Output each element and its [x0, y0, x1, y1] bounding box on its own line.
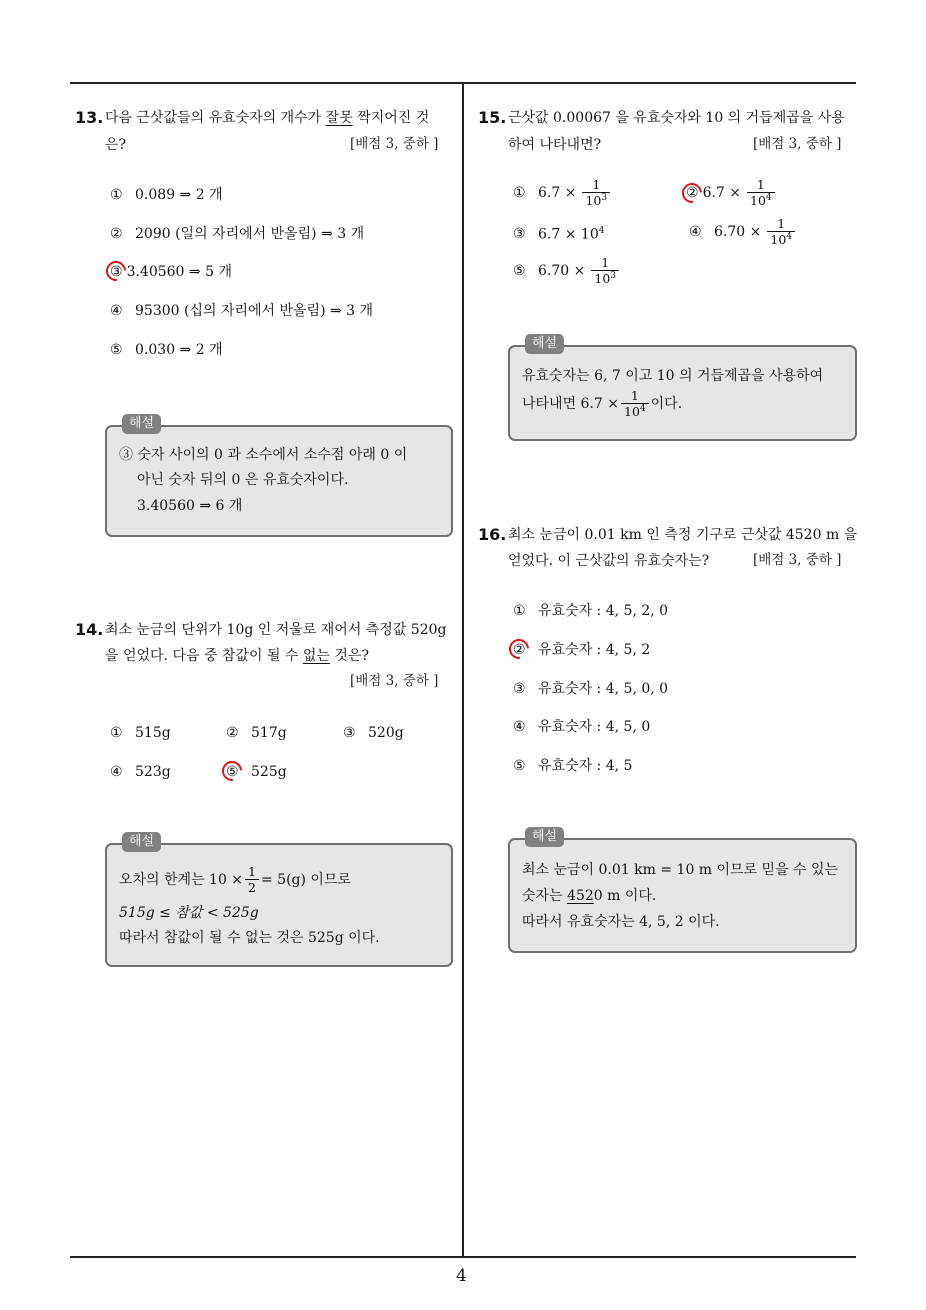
explanation-line: 나타내면 6.7 × $\frac{1}{10^4}$ 이다.	[522, 388, 683, 420]
explanation-tag: 해설	[122, 414, 161, 434]
answer-mark-circle	[102, 257, 130, 285]
fraction: $\frac{1}{10^3}$	[591, 256, 619, 285]
question-number: 15.	[478, 108, 507, 127]
score-label: [배점 3, 중하 ]	[753, 552, 842, 568]
choice-1[interactable]: ① 0.089 ⇒ 2 개	[110, 187, 223, 203]
choice-4[interactable]: ④ 95300 (십의 자리에서 반올림) ⇒ 3 개	[110, 303, 374, 319]
explanation-box	[105, 834, 453, 967]
choice-5[interactable]: ⑤ 525g	[226, 764, 287, 780]
choice-3[interactable]: ③ 520g	[343, 725, 404, 741]
fraction: $\frac{1}{2}$	[245, 865, 259, 894]
fraction: $\frac{1}{10^4}$	[767, 217, 795, 246]
choice-4[interactable]: ④ 유효숫자 : 4, 5, 0	[513, 719, 651, 735]
choice-3[interactable]: ③ 3.40560 ⇒ 5 개	[110, 264, 232, 280]
choice-1[interactable]: ① 유효숫자 : 4, 5, 2, 0	[513, 603, 669, 619]
fraction: $\frac{1}{10^4}$	[621, 389, 649, 418]
choice-2[interactable]: ② 2090 (일의 자리에서 반올림) ⇒ 3 개	[110, 226, 365, 242]
explanation-tag: 해설	[525, 827, 564, 847]
explanation-line: 아닌 숫자 뒤의 0 은 유효숫자이다.	[137, 472, 349, 488]
explanation-line: 515g ≤ 참값 < 525g	[119, 905, 259, 921]
explanation-tag: 해설	[525, 334, 564, 354]
question-number: 16.	[478, 525, 507, 544]
choice-5[interactable]: ⑤ 0.030 ⇒ 2 개	[110, 342, 223, 358]
column-divider	[462, 82, 464, 1258]
choice-5[interactable]: ⑤ 유효숫자 : 4, 5	[513, 758, 633, 774]
explanation-line: 숫자는 4520 m 이다.	[522, 888, 657, 904]
explanation-line: 유효숫자는 6, 7 이고 10 의 거듭제곱을 사용하여	[522, 368, 824, 384]
score-label: [배점 3, 중하 ]	[350, 136, 439, 152]
question-text-line2: 얻었다. 이 근삿값의 유효숫자는?	[508, 553, 710, 569]
score-label: [배점 3, 중하 ]	[753, 136, 842, 152]
explanation-box	[508, 829, 857, 953]
question-text-line2: 을 얻었다. 다음 중 참값이 될 수 없는 것은?	[105, 648, 369, 664]
fraction: $\frac{1}{10^3}$	[582, 178, 610, 207]
explanation-line: 오차의 한계는 10 × $\frac{1}{2}$ = 5(g) 이므로	[119, 864, 351, 896]
choice-2[interactable]: ② 6.7 × $\frac{1}{10^4}$	[686, 178, 777, 207]
choice-1[interactable]: ① 6.7 × $\frac{1}{10^3}$	[513, 178, 612, 207]
question-text: 최소 눈금의 단위가 10g 인 저울로 재어서 측정값 520g	[105, 622, 447, 638]
choice-4[interactable]: ④ 6.70 × $\frac{1}{10^4}$	[689, 217, 797, 246]
choice-1[interactable]: ① 515g	[110, 725, 171, 741]
explanation-line: 따라서 유효숫자는 4, 5, 2 이다.	[522, 914, 720, 930]
choice-2[interactable]: ② 517g	[226, 725, 287, 741]
score-label: [배점 3, 중하 ]	[350, 673, 439, 689]
question-text: 근삿값 0.00067 을 유효숫자와 10 의 거듭제곱을 사용	[508, 110, 845, 126]
choice-4[interactable]: ④ 523g	[110, 764, 171, 780]
fraction: $\frac{1}{10^4}$	[747, 178, 775, 207]
explanation-box	[508, 336, 857, 441]
answer-mark-circle	[505, 635, 533, 663]
explanation-tag: 해설	[122, 832, 161, 852]
bottom-rule	[70, 1256, 856, 1258]
choice-2[interactable]: ② 유효숫자 : 4, 5, 2	[513, 642, 651, 658]
choice-3[interactable]: ③ $6.7 \times 10^4$	[513, 226, 605, 243]
choice-3[interactable]: ③ 유효숫자 : 4, 5, 0, 0	[513, 681, 669, 697]
choice-5[interactable]: ⑤ 6.70 × $\frac{1}{10^3}$	[513, 256, 621, 285]
explanation-line: 3.40560 ⇒ 6 개	[137, 498, 243, 514]
explanation-line: ③ 숫자 사이의 0 과 소수에서 소수점 아래 0 이	[119, 447, 408, 463]
question-text-line2: 하여 나타내면?	[508, 137, 602, 153]
explanation-box	[105, 416, 453, 537]
page-number: 4	[456, 1266, 467, 1286]
answer-mark-circle	[218, 757, 246, 785]
question-text-line2: 은?	[105, 137, 127, 153]
explanation-line: 따라서 참값이 될 수 없는 것은 525g 이다.	[119, 930, 380, 946]
question-number: 14.	[75, 620, 104, 639]
explanation-line: 최소 눈금이 0.01 km = 10 m 이므로 믿을 수 있는	[522, 862, 839, 878]
question-text: 다음 근삿값들의 유효숫자의 개수가 잘못 짝지어진 것	[105, 110, 430, 126]
question-text: 최소 눈금이 0.01 km 인 측정 기구로 근삿값 4520 m 을	[508, 527, 858, 543]
question-number: 13.	[75, 108, 104, 127]
